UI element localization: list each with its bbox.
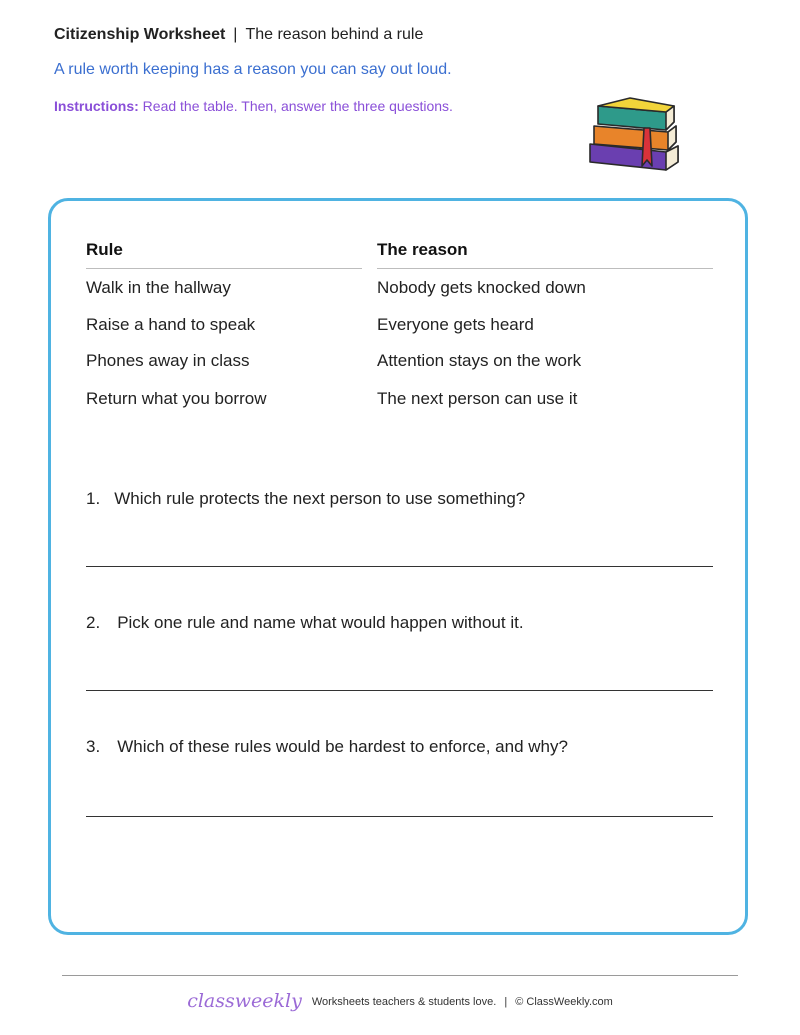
- footer-tagline: Worksheets teachers & students love.: [311, 996, 497, 1008]
- question-text: Which rule protects the next person to use something?: [114, 489, 526, 508]
- table-header-rule: Rule: [86, 240, 123, 259]
- question-text: Which of these rules would be hardest to enforce, and why?: [117, 737, 568, 756]
- brand-logo: classweekly: [187, 990, 302, 1012]
- question-number: 1.: [86, 489, 101, 508]
- question-3: [86, 737, 568, 757]
- worksheet-subtitle: A rule worth keeping has a reason you can say out loud.: [54, 61, 452, 78]
- footer: [0, 990, 800, 1012]
- instructions-text: Read the table. Then, answer the three questions.: [142, 98, 453, 114]
- question-2: [86, 613, 524, 633]
- table-cell-rule: Raise a hand to speak: [86, 315, 256, 334]
- question-number: 3.: [86, 737, 101, 756]
- table-header-divider: [377, 268, 713, 269]
- table-header-reason: The reason: [377, 240, 468, 259]
- answer-line-3[interactable]: [86, 816, 713, 817]
- worksheet-title: Citizenship Worksheet: [54, 26, 226, 43]
- worksheet-topic: The reason behind a rule: [245, 26, 424, 43]
- question-1: [86, 489, 525, 509]
- table-cell-reason: Everyone gets heard: [377, 315, 534, 334]
- table-cell-rule: Phones away in class: [86, 351, 250, 370]
- instructions-label: Instructions:: [54, 98, 139, 114]
- footer-copyright: © ClassWeekly.com: [515, 996, 613, 1008]
- table-cell-rule: Walk in the hallway: [86, 278, 231, 297]
- footer-separator: |: [504, 996, 508, 1008]
- instructions: [54, 98, 453, 114]
- worksheet-header: [54, 26, 423, 44]
- table-cell-reason: Nobody gets knocked down: [377, 278, 586, 297]
- question-number: 2.: [86, 613, 101, 632]
- question-text: Pick one rule and name what would happen without it.: [117, 613, 524, 632]
- table-cell-rule: Return what you borrow: [86, 389, 267, 408]
- stack-of-books-icon: [584, 96, 684, 182]
- footer-divider: [62, 975, 738, 976]
- table-cell-reason: Attention stays on the work: [377, 351, 582, 370]
- answer-line-1[interactable]: [86, 566, 713, 567]
- answer-line-2[interactable]: [86, 690, 713, 691]
- table-cell-reason: The next person can use it: [377, 389, 578, 408]
- header-separator: |: [233, 26, 238, 43]
- table-header-divider: [86, 268, 362, 269]
